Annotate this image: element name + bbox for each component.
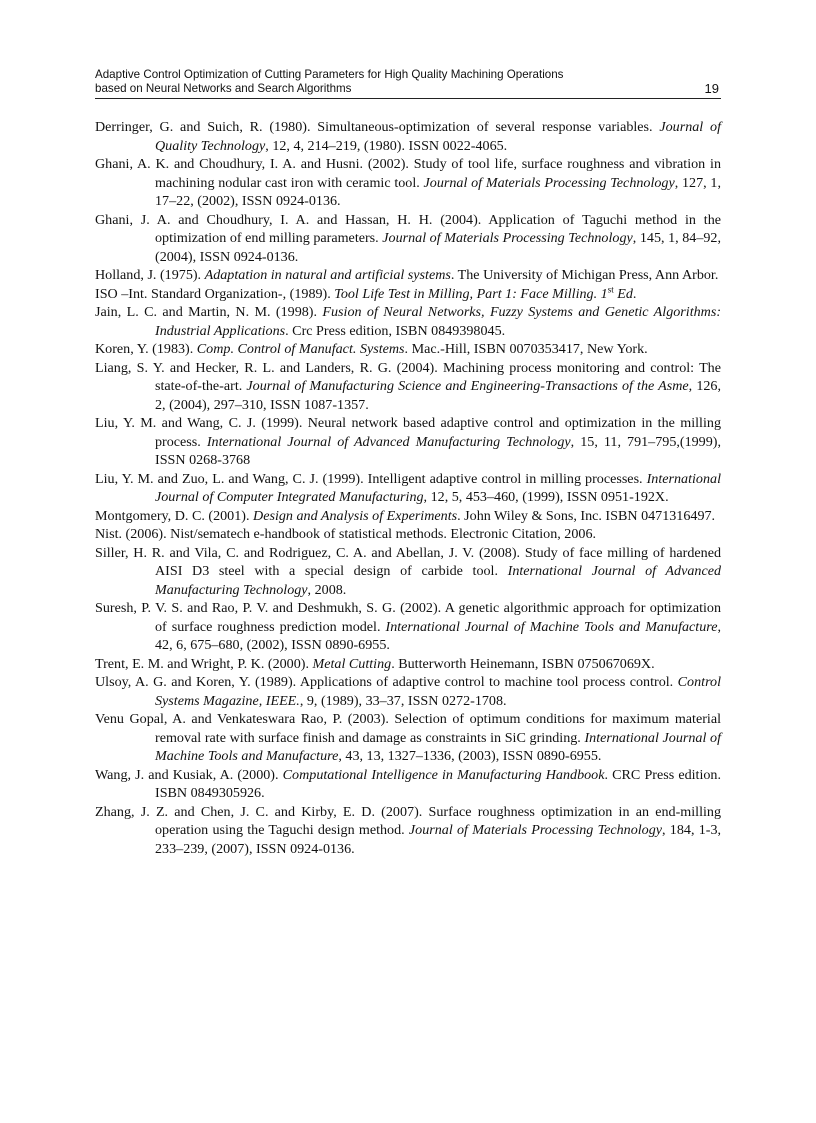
reference-entry: Montgomery, D. C. (2001). Design and Analysis of Experiments. John Wiley & Sons, Inc. ISBN 0471316497. bbox=[95, 507, 716, 524]
reference-entry: Liu, Y. M. and Zuo, L. and Wang, C. J. (1999). Intelligent adaptive control in milling processes. International Journal of Computer Integrated Manufacturing, 12, 5, 453–460, (1999), ISSN 0951-192X. bbox=[95, 470, 721, 505]
reference-entry: Trent, E. M. and Wright, P. K. (2000). Metal Cutting. Butterworth Heinemann, ISBN 075067069X. bbox=[95, 655, 655, 672]
reference-entry: Liang, S. Y. and Hecker, R. L. and Landers, R. G. (2004). Machining process monitoring and control: The state-of-the-art. Journal of Manufacturing Science and Engineering-Transactions of the Asme, 126, 2, (2004), 297–310, ISSN 1087-1357. bbox=[95, 359, 721, 413]
running-header bbox=[95, 68, 721, 96]
reference-entry: Venu Gopal, A. and Venkateswara Rao, P. (2003). Selection of optimum conditions for maximum material removal rate with surface finish and damage as constraints in SiC grinding. International Journal of Machine Tools and Manufacture, 43, 13, 1327–1336, (2003), ISSN 0890-6955. bbox=[95, 711, 721, 764]
reference-list bbox=[95, 118, 721, 858]
page-number: 19 bbox=[704, 81, 719, 96]
reference-entry: Ulsoy, A. G. and Koren, Y. (1989). Applications of adaptive control to machine tool process control. Control Systems Magazine, IEEE., 9, (1989), 33–37, ISSN 0272-1708. bbox=[95, 674, 721, 709]
reference-entry: Liu, Y. M. and Wang, C. J. (1999). Neural network based adaptive control and optimization in the milling process. International Journal of Advanced Manufacturing Technology, 15, 11, 791–795,(1999), ISSN 0268-3768 bbox=[95, 415, 721, 468]
reference-entry: Siller, H. R. and Vila, C. and Rodriguez, C. A. and Abellan, J. V. (2008). Study of face milling of hardened AISI D3 steel with a special design of carbide tool. International Journal of Advanced Manufacturing Technology, 2008. bbox=[95, 544, 721, 598]
reference-entry: Jain, L. C. and Martin, N. M. (1998). Fusion of Neural Networks, Fuzzy Systems and Genetic Algorithms: Industrial Applications. Crc Press edition, ISBN 0849398045. bbox=[95, 304, 722, 339]
header-title-line-1: Adaptive Control Optimization of Cutting Parameters for High Quality Machining Operations bbox=[95, 68, 564, 81]
reference-entry: Suresh, P. V. S. and Rao, P. V. and Deshmukh, S. G. (2002). A genetic algorithmic approach for optimization of surface roughness prediction model. International Journal of Machine Tools and Manufacture, 42, 6, 675–680, (2002), ISSN 0890-6955. bbox=[95, 600, 722, 653]
header-rule bbox=[95, 98, 721, 99]
reference-entry: Zhang, J. Z. and Chen, J. C. and Kirby, E. D. (2007). Surface roughness optimization in an end-milling operation using the Taguchi design method. Journal of Materials Processing Technology, 184, 1-3, 233–239, (2007), ISSN 0924-0136. bbox=[95, 803, 722, 857]
reference-entry: Ghani, J. A. and Choudhury, I. A. and Hassan, H. H. (2004). Application of Taguchi method in the optimization of end milling parameters. Journal of Materials Processing Technology, 145, 1, 84–92, (2004), ISSN 0924-0136. bbox=[95, 211, 721, 265]
reference-entry: Holland, J. (1975). Adaptation in natural and artificial systems. The University of Michigan Press, Ann Arbor. bbox=[95, 267, 719, 283]
reference-entry: ISO –Int. Standard Organization-, (1989). Tool Life Test in Milling, Part 1: Face Milling. 1st Ed. bbox=[95, 283, 637, 302]
reference-entry: Koren, Y. (1983). Comp. Control of Manufact. Systems. Mac.-Hill, ISBN 0070353417, New York. bbox=[95, 341, 648, 357]
reference-entry: Derringer, G. and Suich, R. (1980). Simultaneous-optimization of several response variables. Journal of Quality Technology, 12, 4, 214–219, (1980). ISSN 0022-4065. bbox=[95, 119, 721, 154]
reference-entry: Wang, J. and Kusiak, A. (2000). Computational Intelligence in Manufacturing Handbook. CRC Press edition. ISBN 0849305926. bbox=[95, 766, 721, 801]
reference-entry: Ghani, A. K. and Choudhury, I. A. and Husni. (2002). Study of tool life, surface roughness and vibration in machining nodular cast iron with ceramic tool. Journal of Materials Processing Technology, 127, 1, 17–22, (2002), ISSN 0924-0136. bbox=[95, 156, 721, 209]
header-title-line-2: based on Neural Networks and Search Algorithms bbox=[95, 82, 352, 95]
reference-entry: Nist. (2006). Nist/sematech e-handbook of statistical methods. Electronic Citation, 2006. bbox=[95, 526, 597, 542]
